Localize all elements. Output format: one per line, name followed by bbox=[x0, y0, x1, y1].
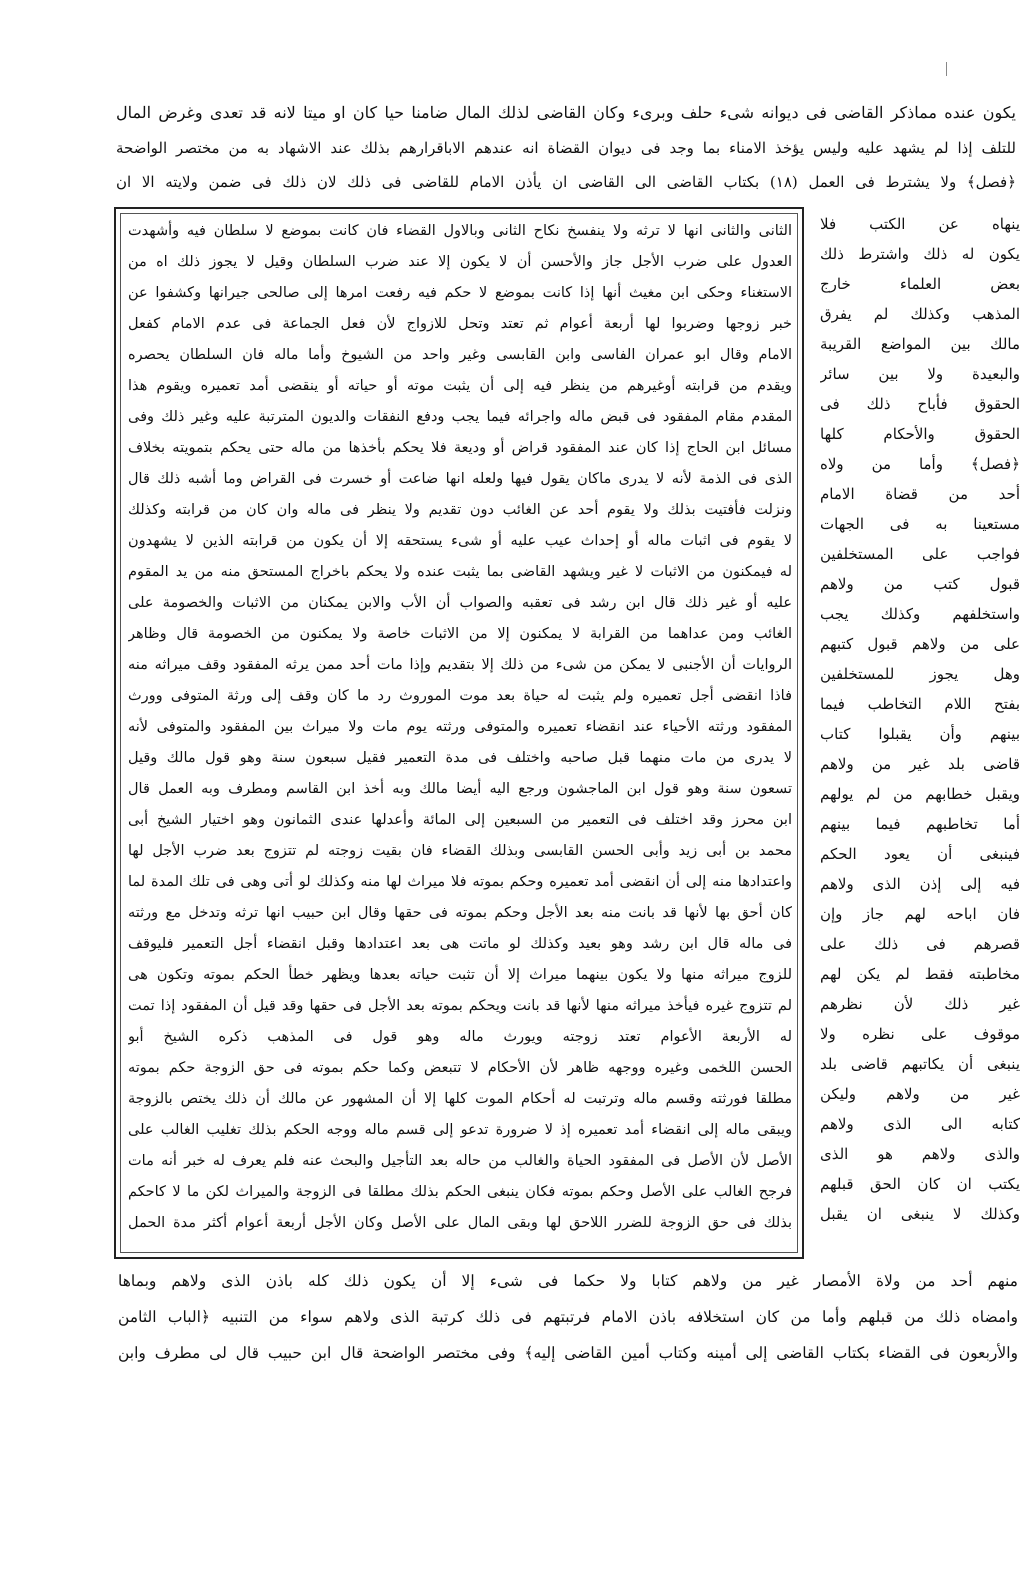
main-line: الغائب ومن عداهما من القرابة لا يمكنون إلا من الاثبات خاصة ولا يمكنون من الخصومة قال وظاهر bbox=[128, 626, 792, 642]
side-line: الحقوق فأباح ذلك فى bbox=[820, 395, 1020, 413]
main-line: كان أحق بها لأنها قد بانت منه بعد الأجل وحكم بموته فى حقها وقال ابن حبيب انها ترثه وتدخل مع ورثته bbox=[128, 905, 792, 921]
main-line: الثانى والثانى انها لا ترثه ولا ينفسخ نكاح الثانى وبالاول القضاء فان كانت بموضع لا سلطان فيه وأشهدت bbox=[128, 223, 792, 239]
main-line: الامام وقال ابو عمران الفاسى وابن القابسى وغير واحد من الشيوخ وأما ماله فان السلطان يحصره bbox=[128, 347, 792, 363]
footer-line-1: منهم أحد من ولاة الأمصار غير من ولاهم كتابا ولا حكما فى شىء إلا أن يكون ذلك كله باذن الذى ولاهم وبماها bbox=[118, 1272, 1018, 1290]
main-line: المقدم مقام المفقود فى قبض ماله واجرائه فيما يجب ودفع النفقات والديون المترتبة عليه وغير ذلك وفى bbox=[128, 409, 792, 425]
side-line: غير ذلك لأن نظرهم bbox=[820, 995, 1020, 1013]
main-line: له الأربعة الأعوام تعتد زوجته ويورث ماله وهو قول فى المذهب ذكره الشيخ أبو bbox=[128, 1029, 792, 1045]
main-line: فرجح الغالب على الأصل وحكم بموته فكان ينبغى الحكم بذلك مطلقا فى الزوجة والميراث لكن ما لا كاحكم bbox=[128, 1184, 792, 1200]
main-line: لا يدرى من مات منهما قبل صاحبه واختلف فى مدة التعمير فقيل سبعون سنة وهو قول مالك وقيل bbox=[128, 750, 792, 766]
footer-line-3: والأربعون فى القضاء بكتاب القاضى إلى أمينه وكتاب أمين القاضى إليه﴾ وفى مختصر الواضحة قال ابن حبيب قال لى مطرف وابن bbox=[118, 1344, 1018, 1362]
side-line: واستخلفهم وكذلك يجب bbox=[820, 605, 1020, 623]
side-line: وكذلك لا ينبغى ان يقبل bbox=[820, 1205, 1020, 1223]
side-line: قبول كتب من ولاهم bbox=[820, 575, 1020, 593]
main-line: عليه أو غير ذلك قال ابن رشد فى تعقبه والصواب أن الأب والابن يمكنان من الاثبات والخصومة على bbox=[128, 595, 792, 611]
side-line: كتابه الى الذى ولاهم bbox=[820, 1115, 1020, 1133]
main-line: الأصل لأن الأصل فى المفقود الحياة والغالب من حاله بعد التأجيل والبحث عنه فلم يعرف له خبر أنه مات bbox=[128, 1153, 792, 1169]
margin-tick bbox=[946, 62, 947, 76]
side-line: ويقبل خطابهم من لم يولهم bbox=[820, 785, 1020, 803]
side-line: يكتب ان كان الحق قبلهم bbox=[820, 1175, 1020, 1193]
side-line: فيه إلى إذن الذى ولاهم bbox=[820, 875, 1020, 893]
main-line: الذى فى الذمة لأنه لا يدرى ماكان يقول فيها ولعله انها ضاعت أو خسرت فى القراض وما أشبه ذلك قال bbox=[128, 471, 792, 487]
side-line: والبعيدة ولا بين سائر bbox=[820, 365, 1020, 383]
main-line: الاستغناء وحكى ابن مغيث أنها إذا كانت بموضع لا حكم فيه رفعت امرها إلى صالحى جيرانها وكشفوا عن bbox=[128, 285, 792, 301]
side-line: الحقوق والأحكام كلها bbox=[820, 425, 1020, 443]
side-line: والذى ولاهم هو الذى bbox=[820, 1145, 1020, 1163]
main-line: فى ماله قال ابن رشد وهو بعيد وكذلك لو ماتت هى بعد اعتدادها وقبل انقضاء أجل التعمير فليوقف bbox=[128, 936, 792, 952]
side-line: أحد من قضاة الامام bbox=[820, 485, 1020, 503]
main-line: ويقدم من قرابته أوغيرهم من ينظر فيه إلى أن يثبت موته أو حياته أو ينقضى أمد تعميره ويقوم هذا bbox=[128, 378, 792, 394]
side-line: فواجب على المستخلفين bbox=[820, 545, 1020, 563]
main-line: خبر زوجها وضربوا لها أربعة أعوام ثم تعتد وتحل للازواج لأن فعل الجماعة فى عدم الامام كفعل bbox=[128, 316, 792, 332]
side-line: مالك بين المواضع القريبة bbox=[820, 335, 1020, 353]
side-line: ينهاه عن الكتب فلا bbox=[820, 215, 1020, 233]
side-line: مخاطبته فقط لم يكن لهم bbox=[820, 965, 1020, 983]
header-line-2: للتلف إذا لم يشهد عليه وليس يؤخذ الامناء بما وجد فى ديوان القضاة انه عندهم الاباقرارهم بذلك عند الاشهاد به من مختصر الواضحة bbox=[116, 139, 1016, 157]
main-line: محمد بن أبى زيد وأبى الحسن القابسى وبذلك القضاء فان بقيت زوجته لم تتزوج بعد ضرب الأجل لها bbox=[128, 843, 792, 859]
side-line: موقوف على نظره ولا bbox=[820, 1025, 1020, 1043]
main-line: واعتدادها منه إلى أن انقضى أمد تعميره وحكم بموته فلا ميراث لها منه وكذلك لو أتى وهى فى تلك المدة لما bbox=[128, 874, 792, 890]
main-line: مسائل ابن الحاج إذا كان عند المفقود قراض أو وديعة فلا يحكم بأخذها من ماله حتى يحكم بتمويته بخلاف bbox=[128, 440, 792, 456]
main-line: تسعون سنة وهو قول ابن الماجشون ورجع اليه أيضا مالك وبه أخذ ابن القاسم ومطرف وبه العمل قال bbox=[128, 781, 792, 797]
main-line: المفقود ورثته الأحياء عند انقضاء تعميره والمتوفى ورثته يوم مات ولا ميراث بين المفقود والمتوفى لأنه bbox=[128, 719, 792, 735]
main-line: للزوج ميراثه منها ولا يكون بينهما ميراث إلا أن تثبت حياته بعدها ويظهر خطأ الحكم بموته وتكون هى bbox=[128, 967, 792, 983]
side-line: قاضى بلد غير من ولاهم bbox=[820, 755, 1020, 773]
side-line: مستعينا به فى الجهات bbox=[820, 515, 1020, 533]
side-line: قصرهم فى ذلك على bbox=[820, 935, 1020, 953]
footer-line-2: وامضاه ذلك من قبلهم وأما من كان استخلافه باذن الامام فرتبتهم فى ذلك كرتبة الذى ولاهم سواء من التنبيه ﴿الباب الثامن bbox=[118, 1308, 1018, 1326]
main-line: الحسن اللخمى وغيره ووجهه ظاهر لأن الأحكام لا تتبعض وكما حكم بموته فى حق الزوجة حكم بموته bbox=[128, 1060, 792, 1076]
main-line: ويبقى ماله إلى انقضاء أمد تعميره إذ لا ضرورة تدعو إلى قسم ماله ووجه الحكم بذلك تغليب الغالب على bbox=[128, 1122, 792, 1138]
side-line: بينهم وأن يقبلوا كتاب bbox=[820, 725, 1020, 743]
side-line: غير من ولاهم وليكن bbox=[820, 1085, 1020, 1103]
main-line: ونزلت فأفتيت بذلك ولا يقوم أحد عن الغائب دون تقديم ولا ينظر فى ماله وان كان من قرابته وكذلك bbox=[128, 502, 792, 518]
main-text-frame bbox=[114, 207, 804, 1259]
main-line: لم تتزوج غيره فيأخذ ميراثه منها لأنها قد بانت ويحكم بموته بعد الأجل فى حقها وقد قيل أن المفقود إذا تمت bbox=[128, 998, 792, 1014]
side-line: يكون له ذلك واشترط ذلك bbox=[820, 245, 1020, 263]
side-line: المذهب وكذلك لم يفرق bbox=[820, 305, 1020, 323]
side-line: بعض العلماء خارج bbox=[820, 275, 1020, 293]
main-line: الروايات أن الأجنبى لا يمكن من شىء من ذلك إلا بتقديم وإذا مات أحد ممن يرثه المفقود وقف ميراثه منه bbox=[128, 657, 792, 673]
main-line: بذلك فى حق الزوجة للضرر اللاحق لها وبقى المال على الأصل وكان الأجل أربعة أعوام أكثر مدة الحمل bbox=[128, 1215, 792, 1231]
main-line: مطلقا فورثته وقسم ماله وترتبت له أحكام الموت كلها إلا أن المشهور عن مالك أن ذلك يختص بالزوجة bbox=[128, 1091, 792, 1107]
side-line: ﴿فصل﴾ وأما من ولاه bbox=[820, 455, 1020, 473]
header-line-1: يكون عنده مماذكر القاضى فى ديوانه شىء حلف وبرىء وكان القاضى لذلك المال ضامنا حيا كان او ميتا لانه قد تعدى وغرض المال bbox=[116, 103, 1016, 122]
side-line: فينبغى أن يعود الحكم bbox=[820, 845, 1020, 863]
side-line: ينبغى أن يكاتبهم قاضى بلد bbox=[820, 1055, 1020, 1073]
side-line: وهل يجوز للمستخلفين bbox=[820, 665, 1020, 683]
side-line: أما تخاطبهم فيما بينهم bbox=[820, 815, 1020, 833]
header-line-3: ﴿فصل﴾ ولا يشترط فى العمل (١٨) بكتاب القاضى الى القاضى ان يأذن الامام للقاضى فى ذلك لان ذلك فى ضمن ولايته الا ان bbox=[116, 173, 1016, 191]
main-line: فاذا انقضى أجل تعميره ولم يثبت له حياة بعد موت الموروث رد ما كان وقف إلى ورثة المتوفى وورث bbox=[128, 688, 792, 704]
side-line: فان اباحه لهم جاز وإن bbox=[820, 905, 1020, 923]
side-line: على من ولاهم قبول كتبهم bbox=[820, 635, 1020, 653]
side-line: بفتح اللام التخاطب فيما bbox=[820, 695, 1020, 713]
main-line: لا يقوم فى اثبات ماله أو إحداث عيب عليه أو شىء يستحقه إلا أن يكون من قرابته الذين لا يشهدون bbox=[128, 533, 792, 549]
main-line: العدول على ضرب الأجل جاز والأحسن أن لا يكون إلا عند ضرب السلطان وقيل لا يجوز ذلك اه من bbox=[128, 254, 792, 270]
main-line: ابن محرز وقد اختلف فى التعمير من السبعين إلى المائة وأعدلها عندى الثمانون وهو اختيار الشيخ أبى bbox=[128, 812, 792, 828]
main-line: له فيمكنون من الاثبات لا غير ويشهد القاضى بما يثبت عنده ولا يحكم باخراج المستحق منه من يد المقوم bbox=[128, 564, 792, 580]
